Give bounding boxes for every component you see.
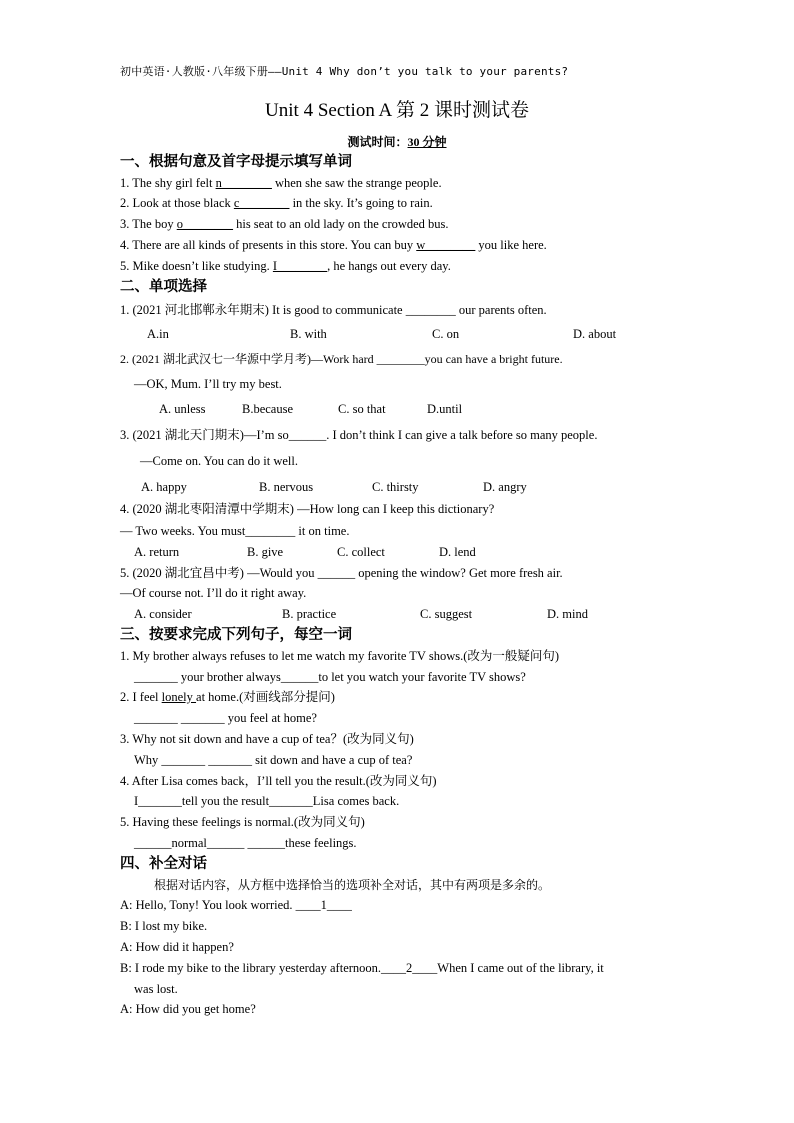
s2-q3-option-c: C. thirsty xyxy=(372,480,419,494)
s3-item-5-answer: ______normal______ ______these feelings. xyxy=(134,836,357,850)
section3-heading: 三、按要求完成下列句子，每空一词 xyxy=(120,627,352,643)
s3-item-4-question: 4. After Lisa comes back，I’ll tell you the result.(改为同义句) xyxy=(120,774,437,788)
dialog-line-2: B: I lost my bike. xyxy=(120,919,208,933)
dialog-line-4: B: I rode my bike to the library yesterday afternoon.____2____When I came out of the library, it xyxy=(120,961,604,975)
dialog-line-3: A: How did it happen? xyxy=(120,940,234,954)
s1-item-4: 4. There are all kinds of presents in this store. You can buy w________ you like here. xyxy=(120,238,547,252)
s2-q4-stem: 4. (2020 湖北枣阳清潭中学期末) —How long can I keep this dictionary? xyxy=(120,502,495,516)
s2-q1-option-d: D. about xyxy=(573,327,617,341)
s2-q5-option-c: C. suggest xyxy=(420,607,473,621)
s2-q4-reply: — Two weeks. You must________ it on time. xyxy=(120,524,350,538)
s4-instruction: 根据对话内容，从方框中选择恰当的选项补全对话，其中有两项是多余的。 xyxy=(154,878,551,892)
s2-q3-stem: 3. (2021 湖北天门期末)—I’m so______. I don’t think I can give a talk before so many people. xyxy=(120,428,598,442)
s2-q4-option-d: D. lend xyxy=(439,545,476,559)
section1-heading: 一、根据句意及首字母提示填写单词 xyxy=(120,154,352,170)
s2-q2-option-b: B.because xyxy=(242,402,294,416)
s2-q4-option-a: A. return xyxy=(134,545,180,559)
s3-item-2-answer: _______ _______ you feel at home? xyxy=(134,711,317,725)
test-time: 测试时间：30 分钟 xyxy=(347,135,447,149)
s2-q1-option-a: A.in xyxy=(147,327,169,341)
s2-q3-reply: —Come on. You can do it well. xyxy=(140,454,298,468)
s1-item-2: 2. Look at those black c________ in the sky. It’s going to rain. xyxy=(120,196,433,210)
s2-q1-stem: 1. (2021 河北邯郸永年期末) It is good to communicate ________ our parents often. xyxy=(120,303,547,317)
s2-q5-option-d: D. mind xyxy=(547,607,588,621)
page-header: 初中英语·人教版·八年级下册——Unit 4 Why don’t you talk to your parents? xyxy=(120,65,569,78)
s2-q2-stem: 2. (2021 湖北武汉七一华源中学月考)—Work hard ________you can have a bright future. xyxy=(120,352,563,366)
page-title: Unit 4 Section A 第 2 课时测试卷 xyxy=(265,100,529,121)
s2-q5-option-b: B. practice xyxy=(282,607,337,621)
s2-q2-option-a: A. unless xyxy=(159,402,206,416)
s3-item-3-answer: Why _______ _______ sit down and have a cup of tea? xyxy=(134,753,413,767)
s3-item-1-answer: _______ your brother always______to let you watch your favorite TV shows? xyxy=(134,670,526,684)
s3-item-2-question: 2. I feel lonely at home.(对画线部分提问) xyxy=(120,690,335,704)
s1-item-5: 5. Mike doesn’t like studying. I________, he hangs out every day. xyxy=(120,259,451,273)
s2-q3-option-a: A. happy xyxy=(141,480,187,494)
s1-item-1: 1. The shy girl felt n________ when she saw the strange people. xyxy=(120,176,442,190)
s3-item-4-answer: I_______tell you the result_______Lisa comes back. xyxy=(134,794,400,808)
dialog-line-1: A: Hello, Tony! You look worried. ____1____ xyxy=(120,898,352,912)
s2-q1-option-c: C. on xyxy=(432,327,460,341)
s3-item-1-question: 1. My brother always refuses to let me watch my favorite TV shows.(改为一般疑问句) xyxy=(120,649,560,663)
s3-item-3-question: 3. Why not sit down and have a cup of tea？(改为同义句) xyxy=(120,732,414,746)
s2-q1-option-b: B. with xyxy=(290,327,327,341)
s1-item-3: 3. The boy o________ his seat to an old lady on the crowded bus. xyxy=(120,217,449,231)
s2-q5-reply: —Of course not. I’ll do it right away. xyxy=(120,586,307,600)
s2-q4-option-c: C. collect xyxy=(337,545,385,559)
s2-q3-option-d: D. angry xyxy=(483,480,527,494)
s3-item-5-question: 5. Having these feelings is normal.(改为同义句) xyxy=(120,815,365,829)
s2-q2-option-d: D.until xyxy=(427,402,463,416)
s2-q2-reply: —OK, Mum. I’ll try my best. xyxy=(134,377,282,391)
dialog-line-5: was lost. xyxy=(134,982,178,996)
s2-q5-stem: 5. (2020 湖北宜昌中考) —Would you ______ opening the window? Get more fresh air. xyxy=(120,566,563,580)
s2-q3-option-b: B. nervous xyxy=(259,480,314,494)
section4-heading: 四、补全对话 xyxy=(120,856,207,872)
s2-q4-option-b: B. give xyxy=(247,545,284,559)
dialog-line-6: A: How did you get home? xyxy=(120,1002,256,1016)
s2-q2-option-c: C. so that xyxy=(338,402,386,416)
s2-q5-option-a: A. consider xyxy=(134,607,192,621)
section2-heading: 二、单项选择 xyxy=(120,279,207,295)
